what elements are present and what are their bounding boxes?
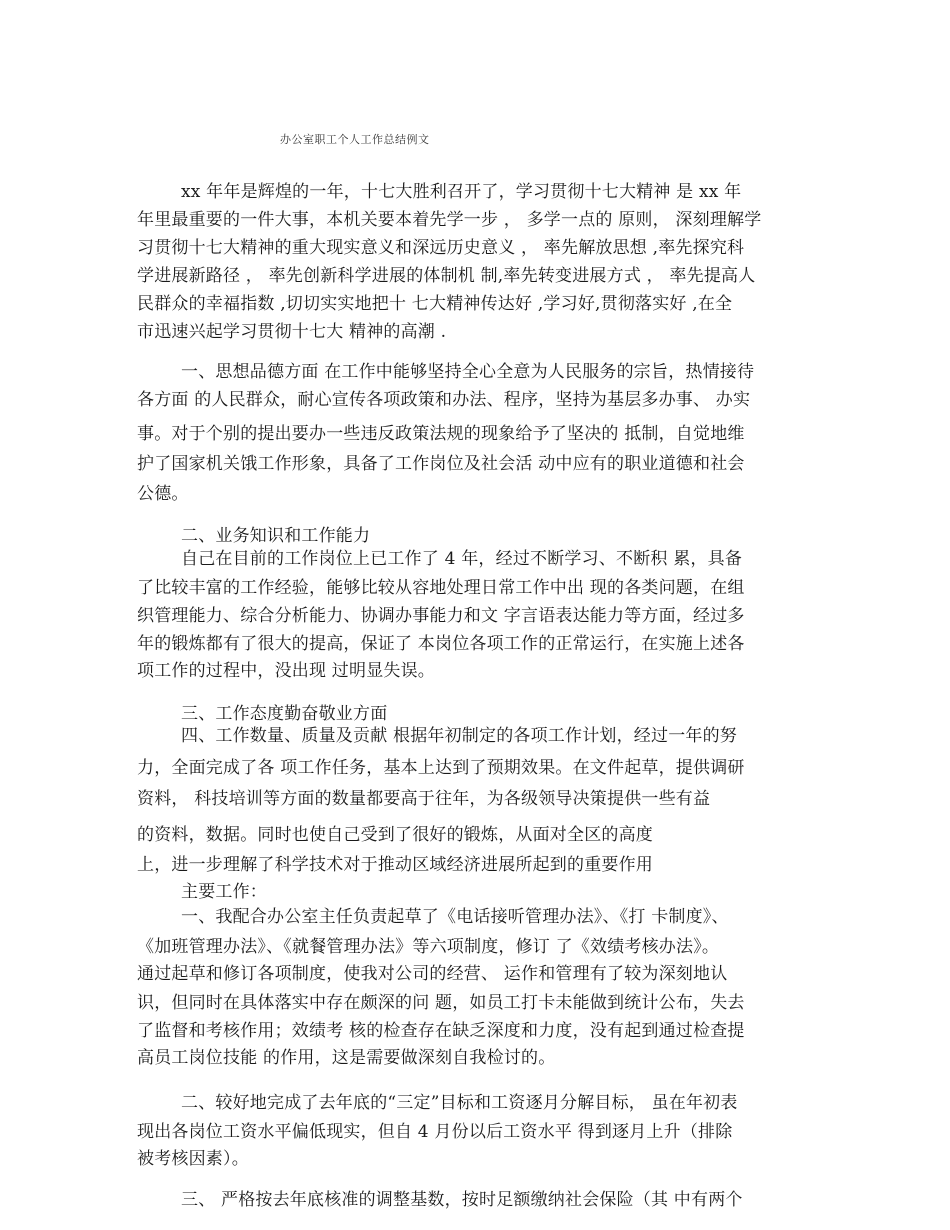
text-line: 一、思想品德方面 在工作中能够坚持全心全意为人民服务的宗旨，热情接待	[181, 362, 755, 382]
text-line: 上，进一步理解了科学技术对于推动区域经济进展所起到的重要作用	[137, 855, 653, 875]
text-line: 四、工作数量、质量及贡献 根据年初制定的各项工作计划，经过一年的努	[181, 726, 738, 746]
text-line: 各方面 的人民群众，耐心宣传各项政策和办法、程序，坚持为基层多办事、 办实	[137, 390, 751, 410]
text-line: 通过起草和修订各项制度，使我对公司的经营、 运作和管理有了较为深刻地认	[137, 964, 728, 984]
text-line: 了监督和考核作用；效绩考 核的检查存在缺乏深度和力度，没有起到通过检查提	[137, 1021, 745, 1041]
text-line: 的资料，数据。同时也使自己受到了很好的锻炼，从面对全区的高度	[137, 825, 653, 845]
text-line: 习贯彻十七大精神的重大现实意义和深远历史意义 ， 率先解放思想 ,率先探究科	[137, 238, 745, 258]
text-line: 市迅速兴起学习贯彻十七大 精神的高潮 .	[137, 322, 447, 342]
section-heading: 三、工作态度勤奋敬业方面	[181, 704, 388, 724]
text-line: 学进展新路径 ， 率先创新科学进展的体制机 制,率先转变进展方式 ， 率先提高人	[137, 266, 756, 286]
text-line: 识，但同时在具体落实中存在颇深的问 题，如员工打卡未能做到统计公布，失去	[137, 993, 745, 1013]
text-line: xx 年年是辉煌的一年，十七大胜利召开了，学习贯彻十七大精神 是 xx 年	[181, 182, 742, 202]
text-line: 二、较好地完成了去年底的“三定”目标和工资逐月分解目标， 虽在年初表	[181, 1093, 738, 1113]
text-line: 事。对于个别的提出要办一些违反政策法规的现象给予了坚决的 抵制，自觉地维	[137, 424, 745, 444]
text-line: 年里最重要的一件大事，本机关要本着先学一步 ， 多学一点的 原则， 深刻理解学	[137, 210, 762, 230]
text-line: 一、我配合办公室主任负责起草了《电话接听管理办法》、《打 卡制度》、	[181, 907, 729, 927]
text-line: 织管理能力、综合分析能力、协调办事能力和文 字言语表达能力等方面，经过多	[137, 606, 745, 626]
text-line: 自己在目前的工作岗位上已工作了 4 年，经过不断学习、不断积 累，具备	[181, 549, 743, 569]
section-heading: 二、业务知识和工作能力	[181, 526, 371, 546]
text-line: 被考核因素）。	[137, 1149, 249, 1169]
text-line: 现出各岗位工资水平偏低现实，但自 4 月份以后工资水平 得到逐月上升（排除	[137, 1122, 733, 1142]
text-line: 年的锻炼都有了很大的提高，保证了 本岗位各项工作的正常运行，在实施上述各	[137, 634, 745, 654]
text-line: 资料， 科技培训等方面的数量都要高于往年，为各级领导决策提供一些有益	[137, 789, 711, 809]
text-line: 了比较丰富的工作经验，能够比较从容地处理日常工作中出 现的各类问题，在组	[137, 578, 745, 598]
text-line: 项工作的过程中，没出现 过明显失误。	[137, 661, 436, 681]
text-line: 护了国家机关饿工作形象，具备了工作岗位及社会活 动中应有的职业道德和社会	[137, 454, 745, 474]
text-line: 公德。	[137, 484, 189, 504]
text-line: 民群众的幸福指数 ,切切实实地把十 七大精神传达好 ,学习好,贯彻落实好 ,在全	[137, 294, 733, 314]
text-line: 高员工岗位技能 的作用，这是需要做深刻自我检讨的。	[137, 1048, 556, 1068]
text-line: 力，全面完成了各 项工作任务，基本上达到了预期效果。在文件起草，提供调研	[137, 758, 745, 778]
text-line: 《加班管理办法》、《就餐管理办法》等六项制度，修订 了《效绩考核办法》。	[137, 937, 720, 957]
text-line: 三、 严格按去年底核准的调整基数，按时足额缴纳社会保险（其 中有两个	[181, 1190, 743, 1210]
document-title: 办公室职工个人工作总结例文	[280, 133, 430, 146]
section-heading: 主要工作：	[181, 882, 267, 902]
